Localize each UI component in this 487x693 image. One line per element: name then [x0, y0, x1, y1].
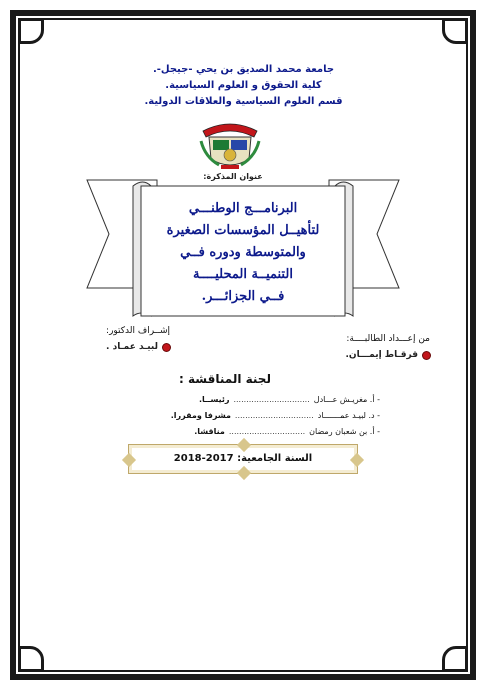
academic-year-box — [128, 444, 358, 474]
thesis-title-line: والمتوسطة ودوره فــي — [180, 245, 306, 260]
committee-member — [78, 408, 380, 424]
committee-member — [78, 424, 380, 440]
bullet-icon — [163, 344, 170, 351]
supervisor-block — [60, 326, 170, 352]
institution-header — [40, 62, 447, 110]
student-name-row — [300, 350, 430, 360]
supervisor-label: إشــراف الدكتور: — [106, 326, 170, 336]
committee-title: لجنة المناقشة : — [179, 372, 271, 386]
university-name: جامعة محمد الصديق بن يحي -جيجل-. — [152, 64, 335, 75]
student-label: من إعـــداد الطالبــــة: — [346, 334, 430, 344]
border-corner — [442, 18, 468, 44]
member-role: مشرفا ومقررا. — [170, 411, 231, 420]
border-corner — [18, 18, 44, 44]
thesis-title-line: البرنامـــج الوطنـــي — [188, 201, 298, 216]
thesis-title-line: لتأهيــل المؤسسات الصغيرة — [166, 223, 320, 238]
thesis-title-line: التنميــة المحليــــة — [193, 267, 293, 282]
bullet-icon — [423, 352, 430, 359]
member-name: - أ. بن شعبان رمضان — [309, 427, 380, 436]
committee-member — [78, 392, 380, 408]
leader-dots: .............................. — [228, 427, 306, 436]
member-role: مناقشا. — [194, 427, 225, 436]
university-logo — [199, 117, 261, 173]
supervisor-name-row — [60, 342, 170, 352]
leader-dots: ............................... — [234, 411, 314, 420]
member-name: - أ. مغريـش عـــادل — [313, 395, 380, 404]
committee-list — [78, 392, 380, 440]
border-corner — [18, 646, 44, 672]
department-name: قسم العلوم السياسية والعلاقات الدولية. — [144, 96, 343, 107]
title-scroll-banner — [85, 176, 401, 326]
supervisor-name: لبيـد عمـاد . — [106, 342, 158, 352]
faculty-name: كلية الحقوق و العلوم السياسية. — [165, 80, 322, 91]
thesis-title — [145, 198, 341, 308]
logo-caption: عنوان المذكرة: — [203, 172, 263, 181]
border-corner — [442, 646, 468, 672]
leader-dots: .............................. — [233, 395, 310, 404]
student-block — [300, 334, 430, 360]
thesis-title-line: فــي الجزائـــر. — [201, 289, 285, 304]
academic-year — [129, 453, 357, 464]
academic-year-value: 2018-2017 — [173, 453, 234, 464]
academic-year-label: السنة الجامعية: — [237, 453, 313, 464]
member-name: - د. لبيـد عمـــــــاد — [317, 411, 380, 420]
member-role: رئيســا. — [198, 395, 230, 404]
student-name: قرقـاط إيمـــان. — [345, 350, 418, 360]
